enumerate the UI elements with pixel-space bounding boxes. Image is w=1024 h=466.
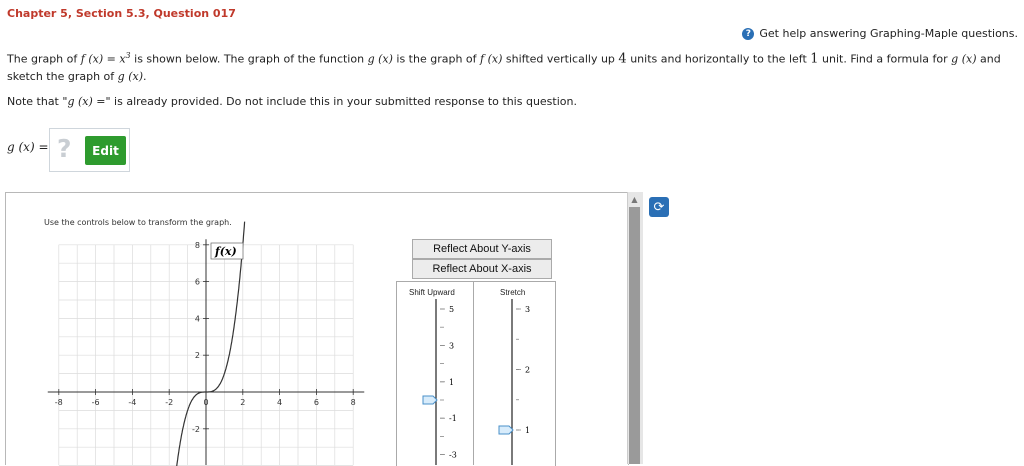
y-tick-label: 8 <box>194 240 200 250</box>
x-tick-label: 2 <box>240 398 246 407</box>
empty-answer-placeholder: ? <box>57 134 72 163</box>
x-tick-label: 6 <box>313 398 319 407</box>
graph-ticks <box>55 241 356 434</box>
y-tick-label: 2 <box>194 351 200 361</box>
math-exponent: 3 <box>125 51 131 60</box>
shift-upward-label: Shift Upward <box>409 288 455 297</box>
math-g: g (x) <box>951 52 977 66</box>
question-text-part: is the graph of <box>392 52 481 66</box>
note-part: Note that " <box>7 95 68 108</box>
math-g: g (x) <box>117 69 143 83</box>
function-label: f(x) <box>215 245 237 258</box>
reflect-y-button[interactable]: Reflect About Y-axis <box>412 239 552 259</box>
stretch-slider-label: 1 <box>525 426 531 435</box>
math-g-equals: g (x) = <box>67 95 106 108</box>
edit-button[interactable]: Edit <box>85 136 126 165</box>
stretch-slider-thumb[interactable] <box>499 426 513 434</box>
help-link-text[interactable]: Get help answering Graphing-Maple questions. <box>759 27 1018 40</box>
stretch-slider[interactable] <box>499 299 530 465</box>
math-g: g (x) <box>367 52 393 66</box>
stretch-slider-label: 2 <box>525 365 531 375</box>
question-text <box>7 47 1017 85</box>
x-tick-label: -6 <box>91 398 100 407</box>
x-tick-label: 0 <box>203 398 209 407</box>
math-shift-up: 4 <box>618 51 627 67</box>
scrollbar-thumb[interactable] <box>629 207 640 464</box>
help-link[interactable] <box>742 27 1018 40</box>
shift-slider-thumb[interactable] <box>423 396 437 404</box>
graph-axes <box>48 239 364 465</box>
math-f-definition: f (x) = x <box>80 52 126 66</box>
shift-slider-label: -1 <box>449 414 457 424</box>
question-text-part: and sketch the graph of <box>7 52 1001 83</box>
question-text-part: shifted vertically up <box>502 52 619 66</box>
note-text <box>7 95 577 108</box>
math-f: f (x) <box>480 52 503 66</box>
note-part: " is already provided. Do not include this in your submitted response to this question. <box>105 95 577 108</box>
question-text-part: The graph of <box>7 52 81 66</box>
x-tick-label: -4 <box>128 398 137 407</box>
shift-slider-label: 1 <box>449 377 455 387</box>
x-tick-label: -2 <box>165 398 174 407</box>
stretch-label: Stretch <box>500 288 526 297</box>
reset-refresh-icon[interactable]: ⟳ <box>649 197 669 217</box>
stretch-slider-label: 3 <box>525 305 531 314</box>
question-title: Chapter 5, Section 5.3, Question 017 <box>7 7 236 20</box>
shift-slider-label: -3 <box>449 450 457 460</box>
shift-slider-label: 3 <box>449 341 455 351</box>
y-tick-label: -2 <box>192 424 200 434</box>
x-tick-label: 4 <box>277 398 283 407</box>
reflect-x-button[interactable]: Reflect About X-axis <box>412 259 552 279</box>
question-text-part: units and horizontally to the left <box>626 52 811 66</box>
y-tick-label: 6 <box>194 277 200 287</box>
graph-applet <box>5 192 629 465</box>
question-text-part: is shown below. The graph of the function <box>130 52 368 66</box>
scroll-up-arrow-icon[interactable]: ▲ <box>631 194 638 204</box>
x-tick-label: -8 <box>54 398 63 407</box>
shift-slider-label: 5 <box>449 305 455 314</box>
x-tick-label: 8 <box>350 398 356 407</box>
graph-plot[interactable] <box>46 237 356 465</box>
sliders[interactable] <box>396 299 554 465</box>
math-shift-left: 1 <box>810 51 819 67</box>
question-text-part: . <box>142 69 147 83</box>
applet-instructions: Use the controls below to transform the graph. <box>44 218 232 227</box>
answer-label: g (x) = <box>7 140 49 154</box>
shift-upward-slider[interactable] <box>423 299 457 466</box>
question-text-part: unit. Find a formula for <box>818 52 952 66</box>
question-mark-icon: ? <box>742 28 754 40</box>
y-tick-label: 4 <box>194 314 200 324</box>
